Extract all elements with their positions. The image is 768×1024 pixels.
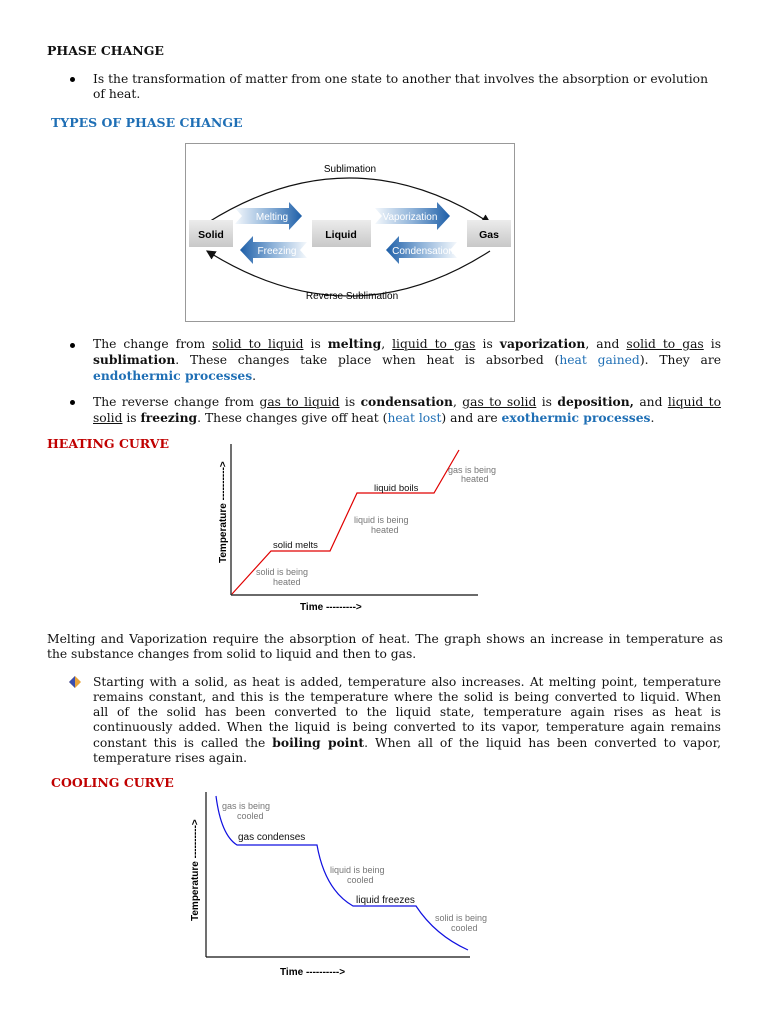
explanation-line-4: continuously added. When the liquid is being converted to its vapor, temperature again remains [93,720,721,734]
heating-x-label: Time ---------> [300,602,362,613]
reverse-sublimation-label: Reverse Sublimation [305,291,399,302]
endothermic-line-2: sublimation. These changes take place when heat is absorbed (heat gained). They are [93,352,721,367]
label-liquid-cooled-1: liquid is being [330,865,385,875]
label-gas-cooled-1: gas is being [222,801,271,811]
phase-change-diagram [185,143,515,322]
definition-line-2: of heat. [93,87,141,101]
heating-y-label: Temperature ----------> [218,461,229,563]
label-solid-heated-2: heated [273,577,301,587]
heating-explanation-paragraph [93,675,721,766]
vaporization-label: Vaporization [382,212,438,223]
types-heading: TYPES OF PHASE CHANGE [51,115,243,130]
explanation-line-2: remains constant, and this is the temperature where the solid is being converted to liquid. When [93,690,721,704]
label-gas-cooled-2: cooled [237,811,264,821]
label-liquid-boils: liquid boils [374,483,419,494]
phase-change-definition [93,72,721,102]
cooling-y-label: Temperature ----------> [190,819,201,921]
label-gas-condenses: gas condenses [238,832,306,843]
explanation-line-6: temperature rises again. [93,751,248,765]
exothermic-line-2: solid is freezing. These changes give off heat (heat lost) and are exothermic processes. [93,410,655,425]
definition-line-1: Is the transformation of matter from one state to another that involves the absorption or evolution [93,72,709,86]
label-liquid-freezes: liquid freezes [356,895,415,906]
sublimation-label: Sublimation [323,164,377,175]
explanation-line-5: constant this is called the boiling point. When all of the liquid has been converted to vapor, [93,735,722,750]
melting-vaporization-paragraph [47,632,723,662]
cooling-curve-chart [185,790,488,980]
explanation-line-3: all of the solid has been converted to the liquid state, temperature again rises as heat is [93,705,721,719]
melting-paragraph-line-2: the substance changes from solid to liquid and then to gas. [47,647,417,661]
label-gas-heated-1: gas is being [448,465,497,475]
explanation-line-1: Starting with a solid, as heat is added, temperature also increases. At melting point, temperature [93,675,721,689]
liquid-label: Liquid [325,229,357,241]
label-liquid-cooled-2: cooled [347,875,374,885]
condensation-label: Condensation [392,246,454,257]
freezing-label: Freezing [257,246,297,257]
label-solid-melts: solid melts [273,540,318,551]
bullet [70,77,75,82]
phase-change-heading: PHASE CHANGE [47,43,164,58]
cooling-curve-heading: COOLING CURVE [51,775,174,790]
diamond-bullet-icon [69,676,81,688]
exothermic-paragraph [93,394,721,426]
heating-curve-heading: HEATING CURVE [47,436,169,451]
label-liquid-heated-2: heated [371,525,399,535]
label-gas-heated-2: heated [461,474,489,484]
bullet [70,343,75,348]
cooling-x-label: Time ----------> [280,967,346,978]
solid-label: Solid [198,229,224,241]
endothermic-paragraph [93,336,721,384]
heating-curve-chart [212,440,497,620]
endothermic-line-3: endothermic processes. [93,368,257,383]
exothermic-line-1: The reverse change from gas to liquid is condensation, gas to solid is deposition, and liquid to [93,394,722,409]
bullet [70,400,75,405]
gas-label: Gas [479,229,499,241]
label-solid-cooled-1: solid is being [435,913,488,923]
endothermic-line-1: The change from solid to liquid is melting, liquid to gas is vaporization, and solid to gas is [93,336,722,351]
label-solid-heated-1: solid is being [256,567,309,577]
melting-label: Melting [255,212,289,223]
label-solid-cooled-2: cooled [451,923,478,933]
label-liquid-heated-1: liquid is being [354,515,409,525]
melting-paragraph-line-1: Melting and Vaporization require the absorption of heat. The graph shows an increase in temperature as [47,632,723,646]
